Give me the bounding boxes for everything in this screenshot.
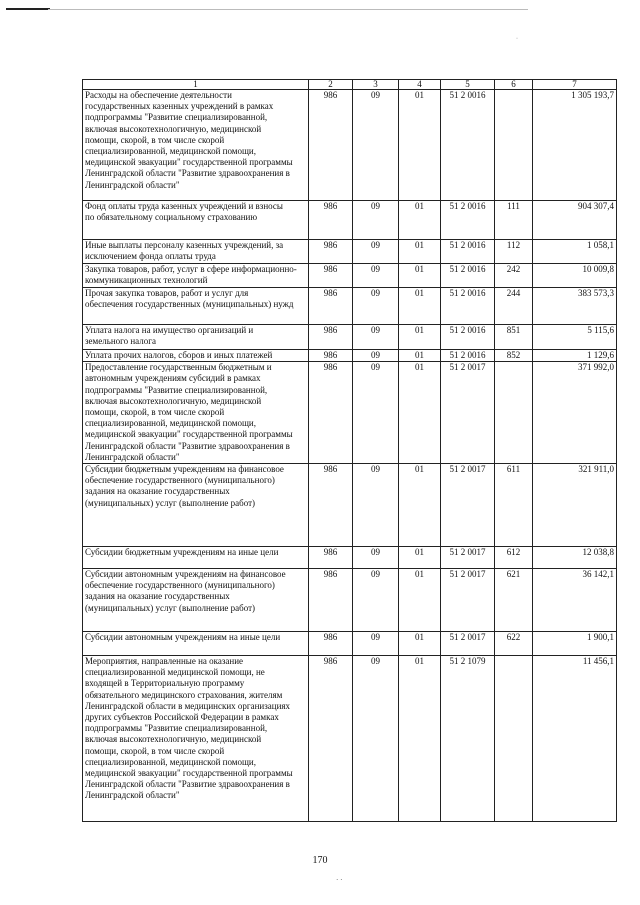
row-sum: 11 456,1	[533, 656, 617, 822]
row-sum: 1 058,1	[533, 240, 617, 264]
row-vr	[495, 90, 533, 201]
row-sum: 5 115,6	[533, 325, 617, 350]
table-row	[83, 264, 617, 288]
row-vr: 242	[495, 264, 533, 288]
row-razdel: 09	[353, 264, 399, 288]
row-target: 51 2 0016	[441, 90, 495, 201]
table-row	[83, 569, 617, 632]
row-name: Уплата налога на имущество организаций и земельного налога	[83, 325, 309, 350]
row-grbs: 986	[309, 350, 353, 362]
row-sum: 10 009,8	[533, 264, 617, 288]
row-podrazdel: 01	[399, 362, 441, 464]
budget-table	[82, 79, 617, 822]
row-vr	[495, 656, 533, 822]
row-target: 51 2 0016	[441, 201, 495, 240]
row-vr: 621	[495, 569, 533, 632]
row-razdel: 09	[353, 350, 399, 362]
table-row	[83, 325, 617, 350]
top-scan-line	[6, 8, 50, 10]
row-grbs: 986	[309, 464, 353, 547]
row-target: 51 2 0016	[441, 240, 495, 264]
row-grbs: 986	[309, 632, 353, 656]
row-grbs: 986	[309, 201, 353, 240]
page-number: 170	[312, 855, 328, 866]
header-row	[83, 80, 617, 90]
row-podrazdel: 01	[399, 350, 441, 362]
row-grbs: 986	[309, 240, 353, 264]
row-razdel: 09	[353, 547, 399, 569]
col-header: 6	[495, 80, 533, 90]
row-razdel: 09	[353, 569, 399, 632]
row-podrazdel: 01	[399, 201, 441, 240]
row-target: 51 2 0016	[441, 350, 495, 362]
row-target: 51 2 0016	[441, 288, 495, 325]
table-row	[83, 240, 617, 264]
row-sum: 383 573,3	[533, 288, 617, 325]
row-razdel: 09	[353, 656, 399, 822]
table-row	[83, 201, 617, 240]
row-razdel: 09	[353, 288, 399, 325]
col-header: 5	[441, 80, 495, 90]
row-sum: 1 305 193,7	[533, 90, 617, 201]
row-podrazdel: 01	[399, 288, 441, 325]
row-grbs: 986	[309, 656, 353, 822]
row-sum: 321 911,0	[533, 464, 617, 547]
row-name: Субсидии автономным учреждениям на финансовое обеспечение государственного (муниципального) задания на оказание государственных (муниципальных) услуг (выполнение работ)	[83, 569, 309, 632]
row-grbs: 986	[309, 264, 353, 288]
top-scan-line-faint	[48, 9, 528, 10]
table-row	[83, 632, 617, 656]
table-row	[83, 656, 617, 822]
row-podrazdel: 01	[399, 240, 441, 264]
row-grbs: 986	[309, 288, 353, 325]
row-razdel: 09	[353, 240, 399, 264]
table-row	[83, 464, 617, 547]
row-vr: 112	[495, 240, 533, 264]
row-vr: 612	[495, 547, 533, 569]
row-sum: 12 038,8	[533, 547, 617, 569]
row-name: Мероприятия, направленные на оказание специализированной медицинской помощи, не входящей в Территориальную программу обязательного медицинского страхования, жителям Ленинградской области в медицинских организациях других субъектов Российской Федерации в рамках подпрограммы "Развитие специализированной, включая высокотехнологичную, медицинской помощи, скорой, в том числе скорой специализированной, медицинской помощи, медицинской эвакуации" государственной программы Ленинградской области "Развитие здравоохранения в Ленинградской области"	[83, 656, 309, 822]
row-vr: 622	[495, 632, 533, 656]
table-row	[83, 362, 617, 464]
row-grbs: 986	[309, 90, 353, 201]
row-name: Уплата прочих налогов, сборов и иных платежей	[83, 350, 309, 362]
col-header: 7	[533, 80, 617, 90]
row-razdel: 09	[353, 632, 399, 656]
row-vr: 244	[495, 288, 533, 325]
row-vr: 611	[495, 464, 533, 547]
table-row	[83, 288, 617, 325]
row-vr: 111	[495, 201, 533, 240]
row-razdel: 09	[353, 90, 399, 201]
row-podrazdel: 01	[399, 547, 441, 569]
row-target: 51 2 1079	[441, 656, 495, 822]
table-row	[83, 547, 617, 569]
row-name: Субсидии бюджетным учреждениям на иные цели	[83, 547, 309, 569]
row-podrazdel: 01	[399, 264, 441, 288]
row-podrazdel: 01	[399, 90, 441, 201]
row-grbs: 986	[309, 569, 353, 632]
row-grbs: 986	[309, 547, 353, 569]
row-vr: 852	[495, 350, 533, 362]
row-sum: 904 307,4	[533, 201, 617, 240]
row-podrazdel: 01	[399, 464, 441, 547]
row-target: 51 2 0017	[441, 547, 495, 569]
row-target: 51 2 0016	[441, 264, 495, 288]
col-header: 4	[399, 80, 441, 90]
row-name: Субсидии автономным учреждениям на иные цели	[83, 632, 309, 656]
row-name: Предоставление государственным бюджетным и автономным учреждениям субсидий в рамках подпрограммы "Развитие специализированной, включая высокотехнологичную, медицинской помощи, скорой, в том числе скорой специализированной, медицинской помощи, медицинской эвакуации" государственной программы Ленинградской области "Развитие здравоохранения в Ленинградской области"	[83, 362, 309, 464]
row-sum: 371 992,0	[533, 362, 617, 464]
row-sum: 36 142,1	[533, 569, 617, 632]
row-sum: 1 900,1	[533, 632, 617, 656]
row-target: 51 2 0017	[441, 362, 495, 464]
row-sum: 1 129,6	[533, 350, 617, 362]
row-razdel: 09	[353, 201, 399, 240]
row-target: 51 2 0017	[441, 464, 495, 547]
row-razdel: 09	[353, 464, 399, 547]
row-name: Расходы на обеспечение деятельности государственных казенных учреждений в рамках подпрограммы "Развитие специализированной, включая высокотехнологичную, медицинской помощи, скорой, в том числе скорой специализированной, медицинской помощи, медицинской эвакуации" государственной программы Ленинградской области "Развитие здравоохранения в Ленинградской области"	[83, 90, 309, 201]
row-podrazdel: 01	[399, 325, 441, 350]
row-podrazdel: 01	[399, 632, 441, 656]
row-vr: 851	[495, 325, 533, 350]
row-target: 51 2 0017	[441, 632, 495, 656]
col-header: 1	[83, 80, 309, 90]
row-name: Закупка товаров, работ, услуг в сфере информационно- коммуникационных технологий	[83, 264, 309, 288]
row-podrazdel: 01	[399, 569, 441, 632]
row-grbs: 986	[309, 362, 353, 464]
row-target: 51 2 0016	[441, 325, 495, 350]
row-target: 51 2 0017	[441, 569, 495, 632]
table-row	[83, 90, 617, 201]
col-header: 3	[353, 80, 399, 90]
row-name: Прочая закупка товаров, работ и услуг для обеспечения государственных (муниципальных) нужд	[83, 288, 309, 325]
row-razdel: 09	[353, 325, 399, 350]
table-row	[83, 350, 617, 362]
scan-speck: ·	[516, 36, 518, 42]
row-vr	[495, 362, 533, 464]
col-header: 2	[309, 80, 353, 90]
row-name: Субсидии бюджетным учреждениям на финансовое обеспечение государственного (муниципального) задания на оказание государственных (муниципальных) услуг (выполнение работ)	[83, 464, 309, 547]
row-grbs: 986	[309, 325, 353, 350]
row-razdel: 09	[353, 362, 399, 464]
scan-dots: · ·	[336, 876, 343, 884]
row-name: Иные выплаты персоналу казенных учреждений, за исключением фонда оплаты труда	[83, 240, 309, 264]
row-podrazdel: 01	[399, 656, 441, 822]
row-name: Фонд оплаты труда казенных учреждений и взносы по обязательному социальному страхованию	[83, 201, 309, 240]
